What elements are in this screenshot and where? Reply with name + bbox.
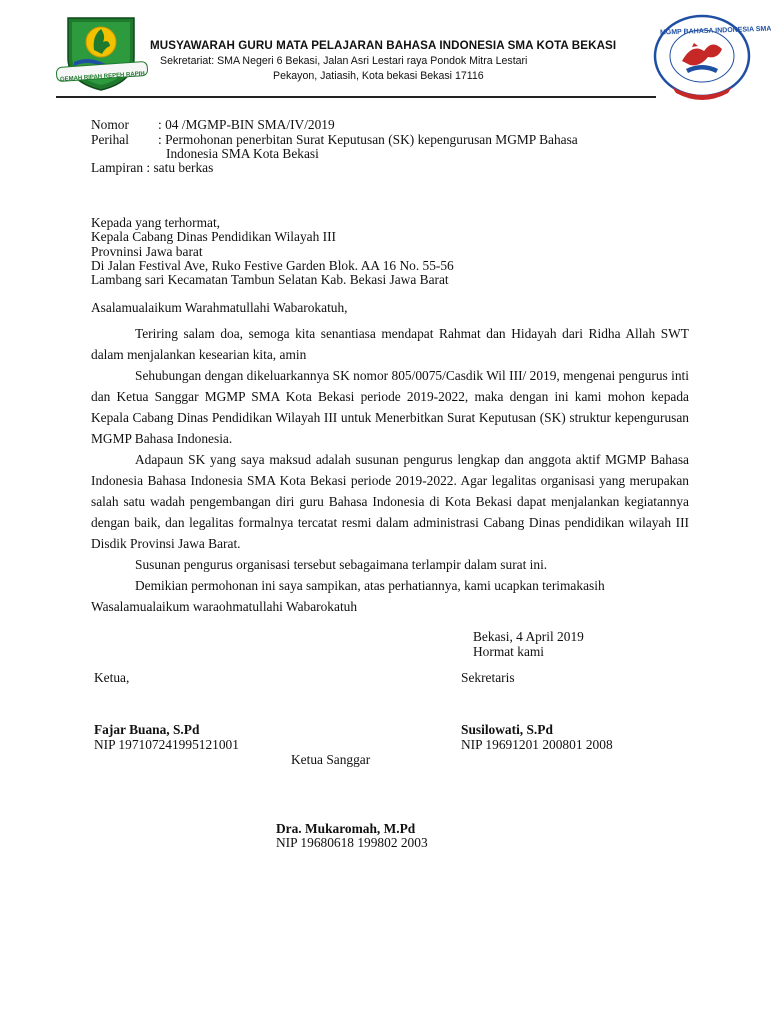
place-date: Bekasi, 4 April 2019 <box>473 629 584 644</box>
recipient-street: Di Jalan Festival Ave, Ruko Festive Garden Blok. AA 16 No. 55-56 <box>91 258 454 273</box>
sekretaris-label: Sekretaris <box>461 670 515 685</box>
nomor-value: : 04 /MGMP-BIN SMA/IV/2019 <box>158 117 335 132</box>
recipient-salutation: Kepada yang terhormat, <box>91 215 221 230</box>
sekretaris-name: Susilowati, S.Pd <box>461 722 553 737</box>
nomor-label: Nomor <box>91 117 129 132</box>
mgmp-logo-ring-text: MGMP BAHASA INDONESIA SMA <box>659 25 771 37</box>
header-divider <box>56 96 656 98</box>
sekretaris-nip: NIP 19691201 200801 2008 <box>461 737 613 752</box>
recipient-province: Provninsi Jawa barat <box>91 244 203 259</box>
paragraph-5: Demikian permohonan ini saya sampikan, atas perhatiannya, kami ucapkan terimakasih <box>135 578 605 593</box>
perihal-label: Perihal <box>91 132 129 147</box>
secretariat-address: Sekretariat: SMA Negeri 6 Bekasi, Jalan Asri Lestari raya Pondok Mitra Lestari <box>160 55 528 67</box>
letterhead <box>0 0 771 105</box>
mgmp-logo-city-text: KOTA BEKASI <box>680 83 726 90</box>
perihal-value: : Permohonan penerbitan Surat Keputusan (SK) kepengurusan MGMP Bahasa <box>158 132 578 147</box>
emblem-motto: GEMAH RIPAH REPEH RAPIH <box>59 71 145 83</box>
secretariat-address-city: Pekayon, Jatiasih, Kota bekasi Bekasi 17116 <box>273 70 484 82</box>
ketua-sanggar-name: Dra. Mukaromah, M.Pd <box>276 821 416 836</box>
recipient-district: Lambang sari Kecamatan Tambun Selatan Kab. Bekasi Jawa Barat <box>91 272 449 287</box>
ketua-nip: NIP 197107241995121001 <box>94 737 239 752</box>
ketua-sanggar-label: Ketua Sanggar <box>291 752 371 767</box>
ketua-name: Fajar Buana, S.Pd <box>94 722 200 737</box>
letter-body <box>91 323 689 617</box>
perihal-value-cont: Indonesia SMA Kota Bekasi <box>166 146 319 161</box>
respectfully: Hormat kami <box>473 644 545 659</box>
paragraph-1: Teriring salam doa, semoga kita senantiasa mendapat Rahmat dan Hidayah dari Ridha Allah SWT dalam menjalankan kesearian kita, amin <box>91 326 689 362</box>
ketua-label: Ketua, <box>94 670 130 685</box>
recipient-office: Kepala Cabang Dinas Pendidikan Wilayah III <box>91 229 337 244</box>
paragraph-3: Adapaun SK yang saya maksud adalah susunan pengurus lengkap dan anggota aktif MGMP Bahasa Indonesia Bahasa Indonesia SMA Kota Bekasi periode 2019-2022. Agar legalitas organisasi yang merupakan salah satu wadah pengembangan diri guru Bahasa Indonesia di Kota Bekasi dapat menjalankan kegiatannya dengan baik, dan legalitas formalnya tercatat resmi dalam administrasi Cabang Dinas pendidikan wilayah III Disdik Provinsi Jawa Barat. <box>91 452 689 551</box>
paragraph-4: Susunan pengurus organisasi tersebut sebagaimana terlampir dalam surat ini. <box>135 557 548 572</box>
paragraph-2: Sehubungan dengan dikeluarkannya SK nomor 805/0075/Casdik Wil III/ 2019, mengenai pengurus inti dan Ketua Sanggar MGMP SMA Kota Bekasi periode 2019-2022, maka dengan ini kami mohon kepada Kepala Cabang Dinas Pendidikan Wilayah III untuk Menerbitkan Surat Keputusan (SK) struktur kepengurusan MGMP Bahasa Indonesia. <box>91 368 689 446</box>
organization-title: MUSYAWARAH GURU MATA PELAJARAN BAHASA INDONESIA SMA KOTA BEKASI <box>150 39 617 52</box>
closing-greeting: Wasalamualaikum waraohmatullahi Wabarokatuh <box>91 599 358 614</box>
ketua-sanggar-nip: NIP 19680618 199802 2003 <box>276 835 428 850</box>
opening-greeting: Asalamualaikum Warahmatullahi Wabarokatuh, <box>91 300 348 315</box>
lampiran: Lampiran : satu berkas <box>91 160 214 175</box>
